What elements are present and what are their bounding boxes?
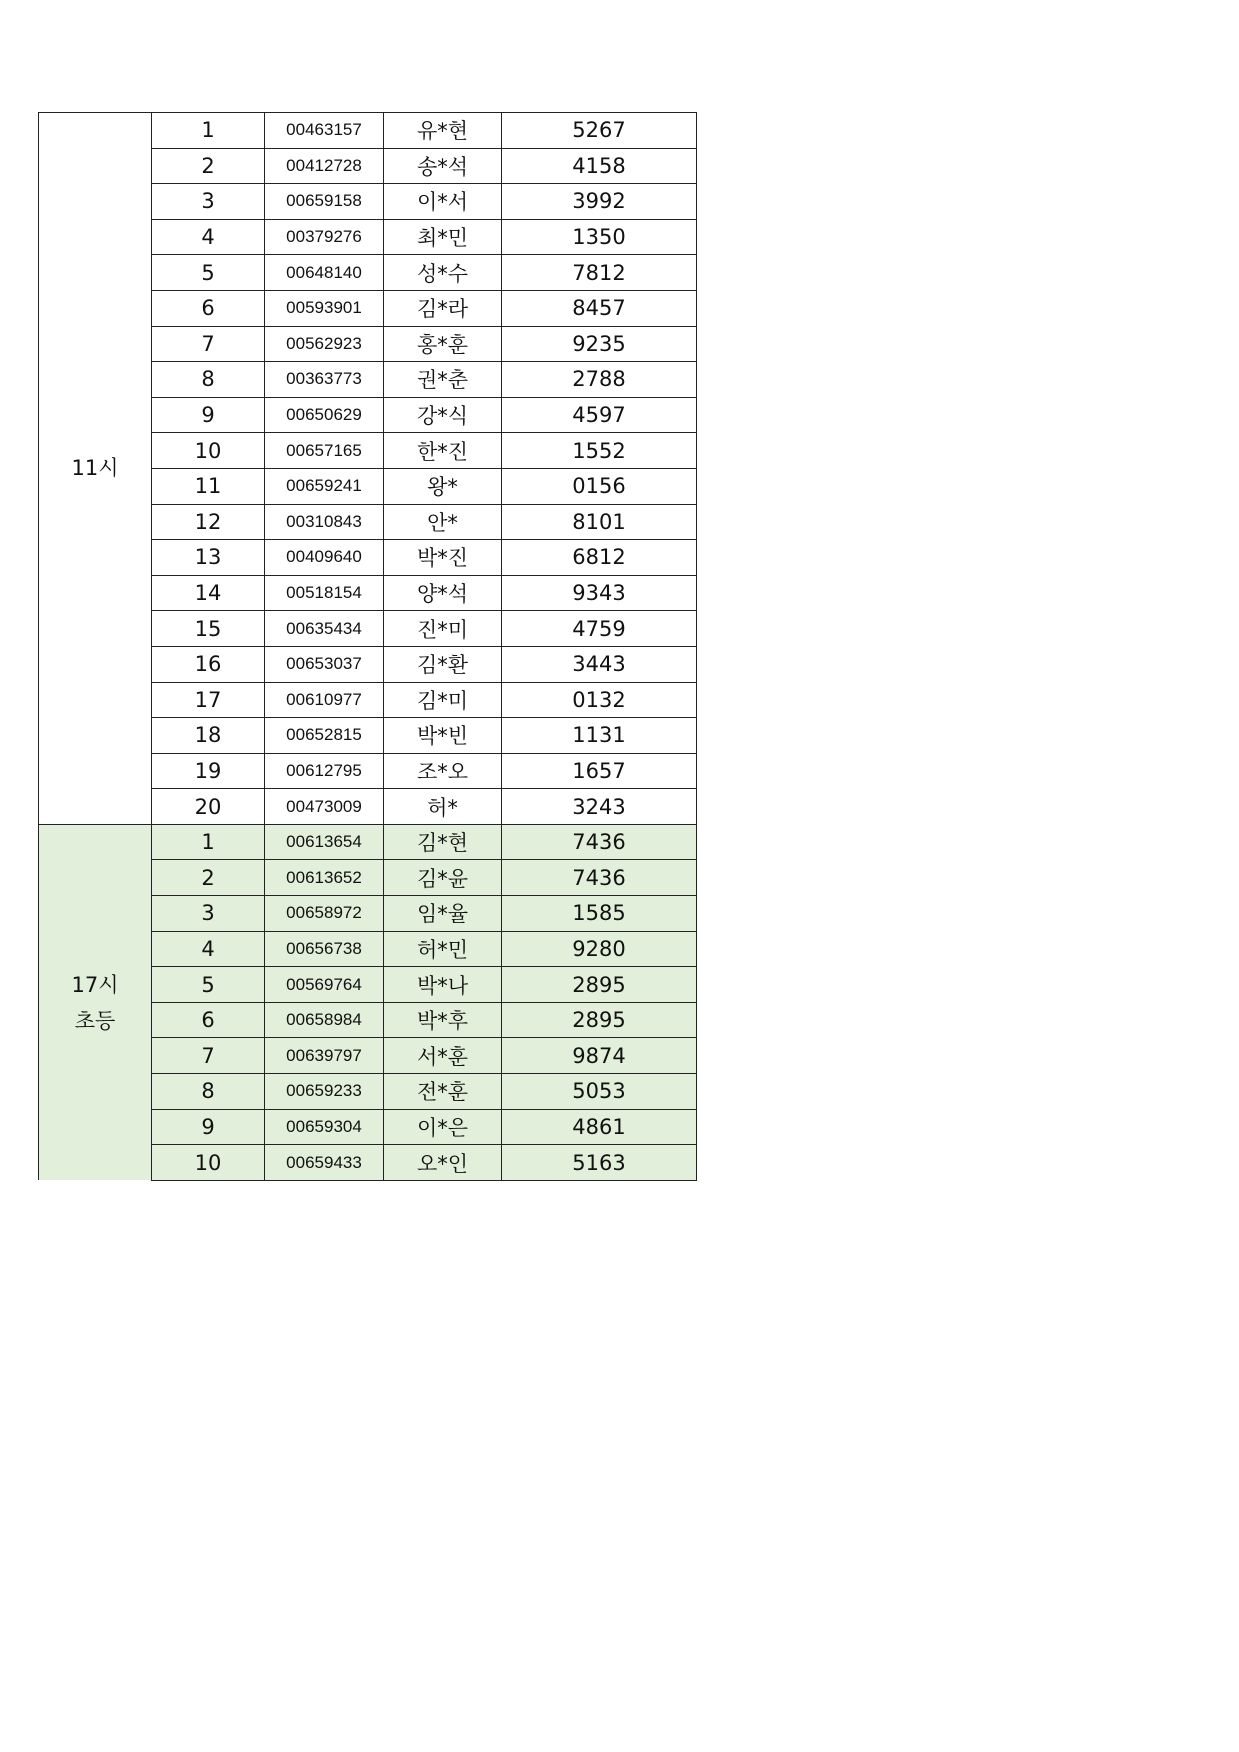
member-name: 이*서 — [384, 184, 502, 220]
member-id: 00612795 — [265, 753, 384, 789]
row-number: 13 — [152, 540, 265, 576]
row-number: 14 — [152, 575, 265, 611]
member-id: 00658984 — [265, 1002, 384, 1038]
row-number: 7 — [152, 1038, 265, 1074]
member-name: 김*환 — [384, 646, 502, 682]
member-name: 김*미 — [384, 682, 502, 718]
member-name: 왕* — [384, 468, 502, 504]
row-number: 16 — [152, 646, 265, 682]
member-id: 00635434 — [265, 611, 384, 647]
member-code: 4861 — [502, 1109, 697, 1145]
member-code: 6812 — [502, 540, 697, 576]
row-number: 5 — [152, 967, 265, 1003]
member-code: 7812 — [502, 255, 697, 291]
member-id: 00363773 — [265, 362, 384, 398]
row-number: 1 — [152, 113, 265, 149]
group-11 — [39, 113, 697, 825]
row-number: 20 — [152, 789, 265, 825]
member-id: 00613652 — [265, 860, 384, 896]
group-17-elementary — [39, 824, 697, 1180]
member-id: 00639797 — [265, 1038, 384, 1074]
member-name: 김*윤 — [384, 860, 502, 896]
member-name: 송*석 — [384, 148, 502, 184]
table-row — [39, 113, 697, 149]
row-number: 3 — [152, 896, 265, 932]
member-name: 안* — [384, 504, 502, 540]
member-name: 유*현 — [384, 113, 502, 149]
member-id: 00409640 — [265, 540, 384, 576]
member-code: 1131 — [502, 718, 697, 754]
member-id: 00648140 — [265, 255, 384, 291]
row-number: 10 — [152, 1145, 265, 1181]
member-code: 2895 — [502, 967, 697, 1003]
row-number: 1 — [152, 824, 265, 860]
member-code: 1350 — [502, 219, 697, 255]
member-id: 00610977 — [265, 682, 384, 718]
member-code: 2895 — [502, 1002, 697, 1038]
row-number: 8 — [152, 1074, 265, 1110]
member-name: 박*빈 — [384, 718, 502, 754]
member-name: 홍*훈 — [384, 326, 502, 362]
member-name: 최*민 — [384, 219, 502, 255]
member-code: 1585 — [502, 896, 697, 932]
member-name: 전*훈 — [384, 1074, 502, 1110]
member-code: 8101 — [502, 504, 697, 540]
row-number: 2 — [152, 148, 265, 184]
member-code: 5163 — [502, 1145, 697, 1181]
member-id: 00463157 — [265, 113, 384, 149]
member-name: 박*나 — [384, 967, 502, 1003]
row-number: 3 — [152, 184, 265, 220]
row-number: 8 — [152, 362, 265, 398]
row-number: 11 — [152, 468, 265, 504]
group-label — [39, 113, 152, 825]
member-id: 00613654 — [265, 824, 384, 860]
row-number: 9 — [152, 1109, 265, 1145]
member-code: 9235 — [502, 326, 697, 362]
row-number: 9 — [152, 397, 265, 433]
row-number: 5 — [152, 255, 265, 291]
row-number: 4 — [152, 219, 265, 255]
member-name: 임*율 — [384, 896, 502, 932]
member-id: 00593901 — [265, 290, 384, 326]
member-name: 허*민 — [384, 931, 502, 967]
group-label-line: 초등 — [74, 1008, 116, 1033]
member-name: 권*춘 — [384, 362, 502, 398]
member-code: 4158 — [502, 148, 697, 184]
member-name: 김*라 — [384, 290, 502, 326]
row-number: 15 — [152, 611, 265, 647]
member-id: 00569764 — [265, 967, 384, 1003]
group-label-line: 11시 — [71, 456, 119, 481]
member-code: 0132 — [502, 682, 697, 718]
member-name: 조*오 — [384, 753, 502, 789]
member-code: 1657 — [502, 753, 697, 789]
member-id: 00412728 — [265, 148, 384, 184]
member-id: 00657165 — [265, 433, 384, 469]
member-name: 김*현 — [384, 824, 502, 860]
member-id: 00659158 — [265, 184, 384, 220]
member-code: 9343 — [502, 575, 697, 611]
member-id: 00650629 — [265, 397, 384, 433]
member-id: 00518154 — [265, 575, 384, 611]
member-name: 허* — [384, 789, 502, 825]
member-code: 4597 — [502, 397, 697, 433]
row-number: 12 — [152, 504, 265, 540]
member-id: 00659233 — [265, 1074, 384, 1110]
member-name: 한*진 — [384, 433, 502, 469]
member-id: 00653037 — [265, 646, 384, 682]
member-code: 3992 — [502, 184, 697, 220]
member-name: 오*인 — [384, 1145, 502, 1181]
roster-table — [38, 112, 697, 1181]
row-number: 6 — [152, 290, 265, 326]
member-code: 9874 — [502, 1038, 697, 1074]
member-id: 00659304 — [265, 1109, 384, 1145]
member-code: 9280 — [502, 931, 697, 967]
row-number: 18 — [152, 718, 265, 754]
member-name: 양*석 — [384, 575, 502, 611]
member-code: 5267 — [502, 113, 697, 149]
member-name: 서*훈 — [384, 1038, 502, 1074]
member-id: 00562923 — [265, 326, 384, 362]
table-row — [39, 824, 697, 860]
row-number: 10 — [152, 433, 265, 469]
member-id: 00652815 — [265, 718, 384, 754]
row-number: 17 — [152, 682, 265, 718]
member-id: 00379276 — [265, 219, 384, 255]
member-code: 1552 — [502, 433, 697, 469]
row-number: 19 — [152, 753, 265, 789]
member-id: 00656738 — [265, 931, 384, 967]
member-code: 7436 — [502, 824, 697, 860]
member-id: 00473009 — [265, 789, 384, 825]
row-number: 2 — [152, 860, 265, 896]
member-code: 5053 — [502, 1074, 697, 1110]
row-number: 7 — [152, 326, 265, 362]
group-label-line: 17시 — [71, 972, 119, 997]
member-id: 00310843 — [265, 504, 384, 540]
member-id: 00658972 — [265, 896, 384, 932]
member-name: 박*후 — [384, 1002, 502, 1038]
member-name: 강*식 — [384, 397, 502, 433]
member-id: 00659241 — [265, 468, 384, 504]
member-name: 이*은 — [384, 1109, 502, 1145]
member-name: 성*수 — [384, 255, 502, 291]
member-code: 4759 — [502, 611, 697, 647]
group-label — [39, 824, 152, 1180]
member-code: 0156 — [502, 468, 697, 504]
row-number: 4 — [152, 931, 265, 967]
member-code: 3243 — [502, 789, 697, 825]
member-code: 3443 — [502, 646, 697, 682]
row-number: 6 — [152, 1002, 265, 1038]
member-name: 진*미 — [384, 611, 502, 647]
member-code: 8457 — [502, 290, 697, 326]
member-code: 7436 — [502, 860, 697, 896]
member-name: 박*진 — [384, 540, 502, 576]
member-id: 00659433 — [265, 1145, 384, 1181]
member-code: 2788 — [502, 362, 697, 398]
